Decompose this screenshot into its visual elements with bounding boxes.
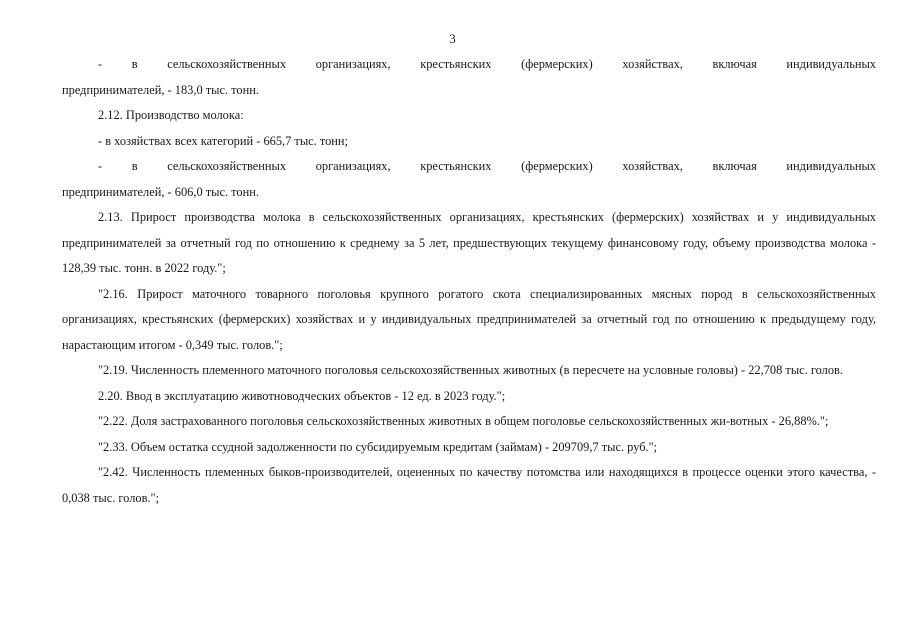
paragraph-2-19: "2.19. Численность племенного маточного поголовья сельскохозяйственных животных (в пересчете на условные головы) - 22,708 тыс. голов. [98,363,843,377]
paragraph-line: - в сельскохозяйственных организациях, крестьянских (фермерских) хозяйствах, включая индивидуальных [98,57,876,71]
paragraph-2-22: "2.22. Доля застрахованного поголовья сельскохозяйственных животных в общем поголовье сельскохозяйственных жи-вотных - 26,88%."; [98,414,829,428]
paragraph-line: - в сельскохозяйственных организациях, крестьянских (фермерских) хозяйствах, включая индивидуальных [98,159,876,173]
paragraph-line: предпринимателей, - 606,0 тыс. тонн. [62,184,259,199]
paragraph-2-42: "2.42. Численность племенных быков-производителей, оцененных по качеству потомства или находящихся в процессе оценки этого качества, - 0,038 тыс. голов."; [62,465,876,505]
paragraph-agri-orgs-meat [62,52,876,103]
paragraph-2-12: 2.12. Производство молока: [98,108,244,122]
paragraph-2-33: "2.33. Объем остатка ссудной задолженности по субсидируемым кредитам (займам) - 209709,7 тыс. руб."; [98,439,658,454]
paragraph-2-20: 2.20. Ввод в эксплуатацию животноводческих объектов - 12 ед. в 2023 году."; [98,388,506,403]
page-number: 3 [449,31,456,46]
paragraph-2-13: 2.13. Прирост производства молока в сельскохозяйственных организациях, крестьянских (фермерских) хозяйствах и у индивидуальных предпринимателей за отчетный год по отношению к среднему за 5 лет, предшествующих текущему финансовому году, объему производства молока - 128,39 тыс. тонн. в 2022 году."; [62,210,876,275]
document-body [62,52,876,511]
paragraph-agri-orgs-milk [62,154,876,205]
paragraph-2-16: "2.16. Прирост маточного товарного поголовья крупного рогатого скота специализированных мясных пород в сельскохозяйственных организациях, крестьянских (фермерских) хозяйствах и у индивидуальных предпринимателей за отчетный год по отношению к предыдущему году, нарастающим итогом - 0,349 тыс. голов."; [62,286,876,352]
paragraph-all-categories: - в хозяйствах всех категорий - 665,7 тыс. тонн; [98,133,349,148]
paragraph-line: предпринимателей, - 183,0 тыс. тонн. [62,82,259,97]
